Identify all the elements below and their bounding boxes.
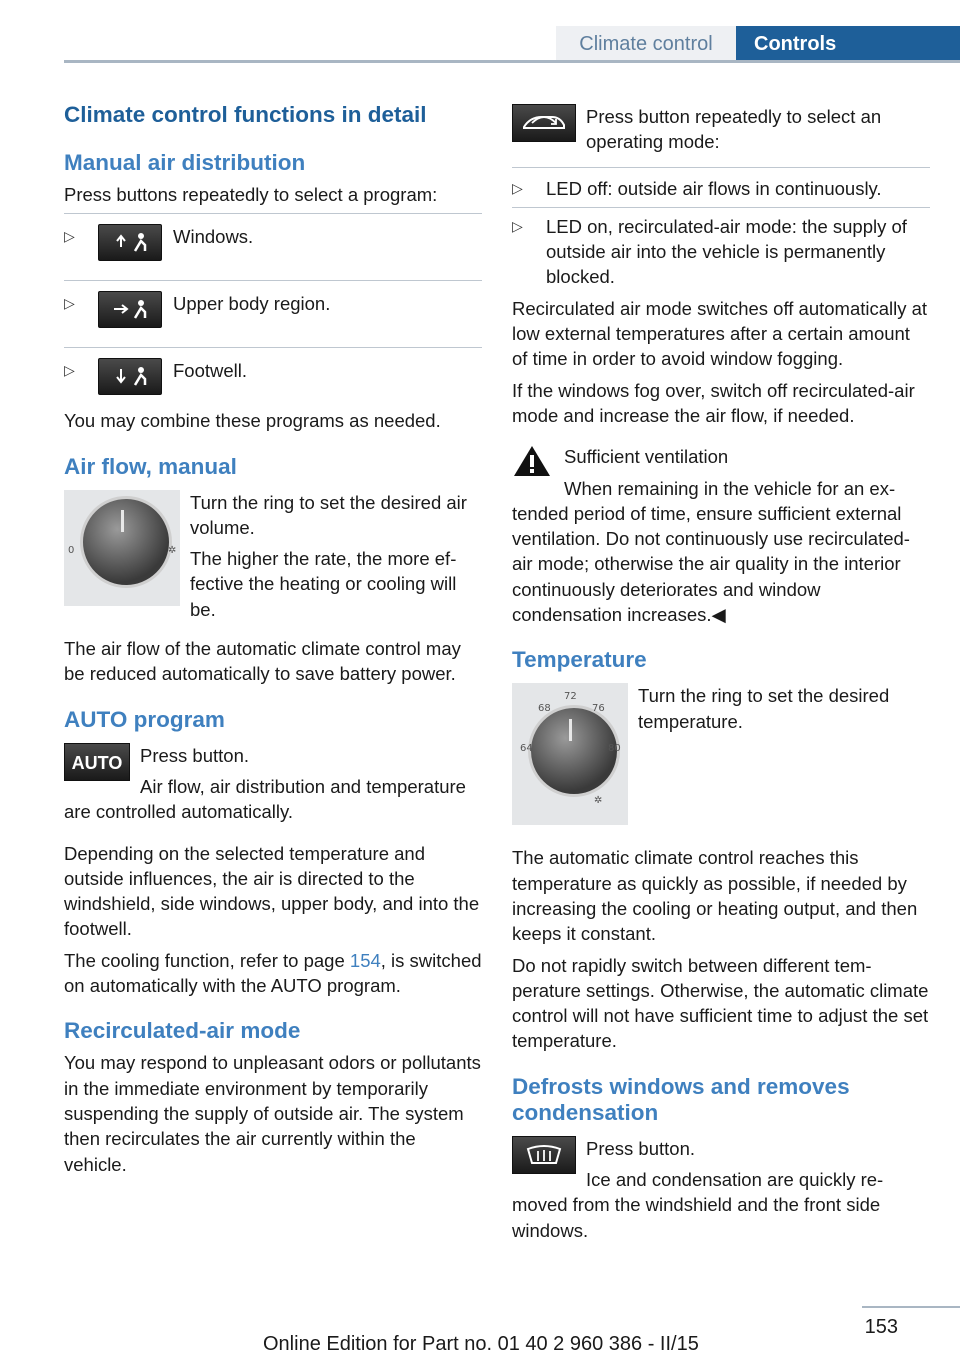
divider <box>64 213 482 214</box>
windows-air-button-icon <box>98 224 162 261</box>
dial-needle <box>569 719 572 741</box>
warning-text: When remaining in the vehicle for an extended period of time, ensure sufficient external ventilation. Do not continuously use recirculated-air mode; otherwise the air quality in the interior continuously deteriorates and window condensation increases.◀ <box>512 477 910 626</box>
bullet-triangle-icon: ▷ <box>512 217 523 234</box>
manual-distribution-intro: Press buttons repeatedly to select a program: <box>64 184 438 205</box>
warning-box <box>512 444 930 627</box>
footer-edition: Online Edition for Part no. 01 40 2 960 386 - II/15 <box>263 1333 699 1355</box>
auto-p1: Press button. <box>140 744 250 766</box>
right-column <box>512 104 930 1249</box>
divider <box>512 167 930 168</box>
recirc-right-p3: If the windows fog over, switch off recirculated-air mode and increase the air flow, if needed. <box>512 379 915 426</box>
bullet-triangle-icon: ▷ <box>64 362 75 379</box>
auto-button-icon: AUTO <box>64 743 130 781</box>
footwell-air-button-icon <box>98 358 162 395</box>
list-item-label: Upper body region. <box>173 293 331 315</box>
heading-air-flow-manual: Air flow, manual <box>64 453 237 479</box>
heading-defrost: Defrosts windows and removes condensation <box>512 1073 850 1125</box>
dial-mark-zero: 0 <box>68 544 75 556</box>
list-item-label: LED on, recirculated-air mode: the supply of outside air into the vehicle is permanently blocked. <box>546 215 907 288</box>
manual-distribution-outro: You may combine these programs as needed. <box>64 410 441 432</box>
auto-p4-text: The cooling function, refer to page <box>64 949 350 971</box>
defrost-p1: Press button. <box>586 1137 696 1159</box>
bullet-triangle-icon: ▷ <box>64 295 75 312</box>
heading-manual-air-distribution: Manual air distribution <box>64 150 306 175</box>
air-flow-dial-image <box>64 490 180 606</box>
list-item-footwell <box>64 358 482 408</box>
heading-recirculated-air: Recirculated-air mode <box>64 1018 301 1044</box>
list-item-led-on <box>512 214 930 290</box>
heading-temperature: Temperature <box>512 647 647 673</box>
auto-p4-text-end: , is switched on automatically with the AUTO program. <box>64 949 482 997</box>
recirc-p1: You may respond to unpleasant odors or pollutants in the immediate environment by temporarily suspending the supply of outside air. The system then recirculates the air currently within the vehicle. <box>64 1052 481 1175</box>
header-section-tab: Climate control <box>556 26 736 62</box>
list-item-label: Windows. <box>173 226 254 248</box>
recirc-right-p1: Press button repeatedly to select an operating mode: <box>586 106 882 153</box>
warning-triangle-icon <box>512 444 552 478</box>
bullet-triangle-icon: ▷ <box>512 179 523 196</box>
dial-needle <box>121 510 124 532</box>
air-flow-p3: The air flow of the automatic climate control may be reduced automatically to save battery power. <box>64 638 461 685</box>
page-number: 153 <box>864 1316 898 1338</box>
dial-mark: 80 <box>608 743 621 755</box>
temperature-p3: Do not rapidly switch between different temperature settings. Otherwise, the automatic climate control will not have sufficient time to adjust the set temperature. <box>512 954 929 1052</box>
recirc-right-p2: Recirculated air mode switches off automatically at low external temperatures after a certain amount of time in order to avoid window fogging. <box>512 297 928 370</box>
left-column <box>64 100 482 1183</box>
dial-mark: 68 <box>538 703 551 715</box>
temperature-ring <box>528 705 620 797</box>
list-item-upper-body <box>64 291 482 348</box>
temperature-dial-image <box>512 683 628 825</box>
dial-mark: 76 <box>592 703 605 715</box>
divider <box>512 207 930 208</box>
auto-p2: Air flow, air distribution and temperature are controlled automatically. <box>64 775 466 823</box>
dial-mark: 72 <box>564 691 577 703</box>
upper-body-air-button-icon <box>98 291 162 328</box>
list-item-label: Footwell. <box>173 360 248 382</box>
air-flow-p1: Turn the ring to set the desired air volume. <box>190 491 467 538</box>
dial-fan-icon: ✲ <box>168 544 177 556</box>
air-flow-ring <box>80 496 172 588</box>
page-link-154[interactable]: 154 <box>349 949 381 971</box>
defrost-p2: Ice and condensation are quickly removed from the windshield and the front side windows. <box>512 1169 884 1241</box>
list-item-led-off <box>512 176 930 201</box>
air-flow-p2: The higher the rate, the more effective the heating or cooling will be. <box>190 548 457 620</box>
page-number-rule <box>862 1306 960 1308</box>
auto-p3: Depending on the selected temperature and outside influences, the air is directed to the windshield, side windows, upper body, and into the footwell. <box>64 842 480 940</box>
temperature-p2: The automatic climate control reaches this temperature as quickly as possible, if needed by increasing the cooling or heating output, and then keeps it constant. <box>512 847 918 945</box>
list-item-label: LED off: outside air flows in continuously. <box>546 177 882 199</box>
dial-mark: 64 <box>520 743 533 755</box>
header-chapter-tab: Controls <box>736 26 960 62</box>
dial-fan-icon: ✲ <box>594 795 603 807</box>
defrost-button-icon <box>512 1136 576 1174</box>
auto-p4 <box>64 948 482 999</box>
list-item-windows <box>64 224 482 281</box>
heading-auto-program: AUTO program <box>64 706 225 732</box>
recirc-button-icon <box>512 104 576 142</box>
temperature-p1: Turn the ring to set the desired temperature. <box>638 685 890 732</box>
warning-title: Sufficient ventilation <box>564 446 729 468</box>
page-title: Climate control functions in detail <box>64 102 427 127</box>
bullet-triangle-icon: ▷ <box>64 228 75 245</box>
header-rule <box>64 60 960 63</box>
